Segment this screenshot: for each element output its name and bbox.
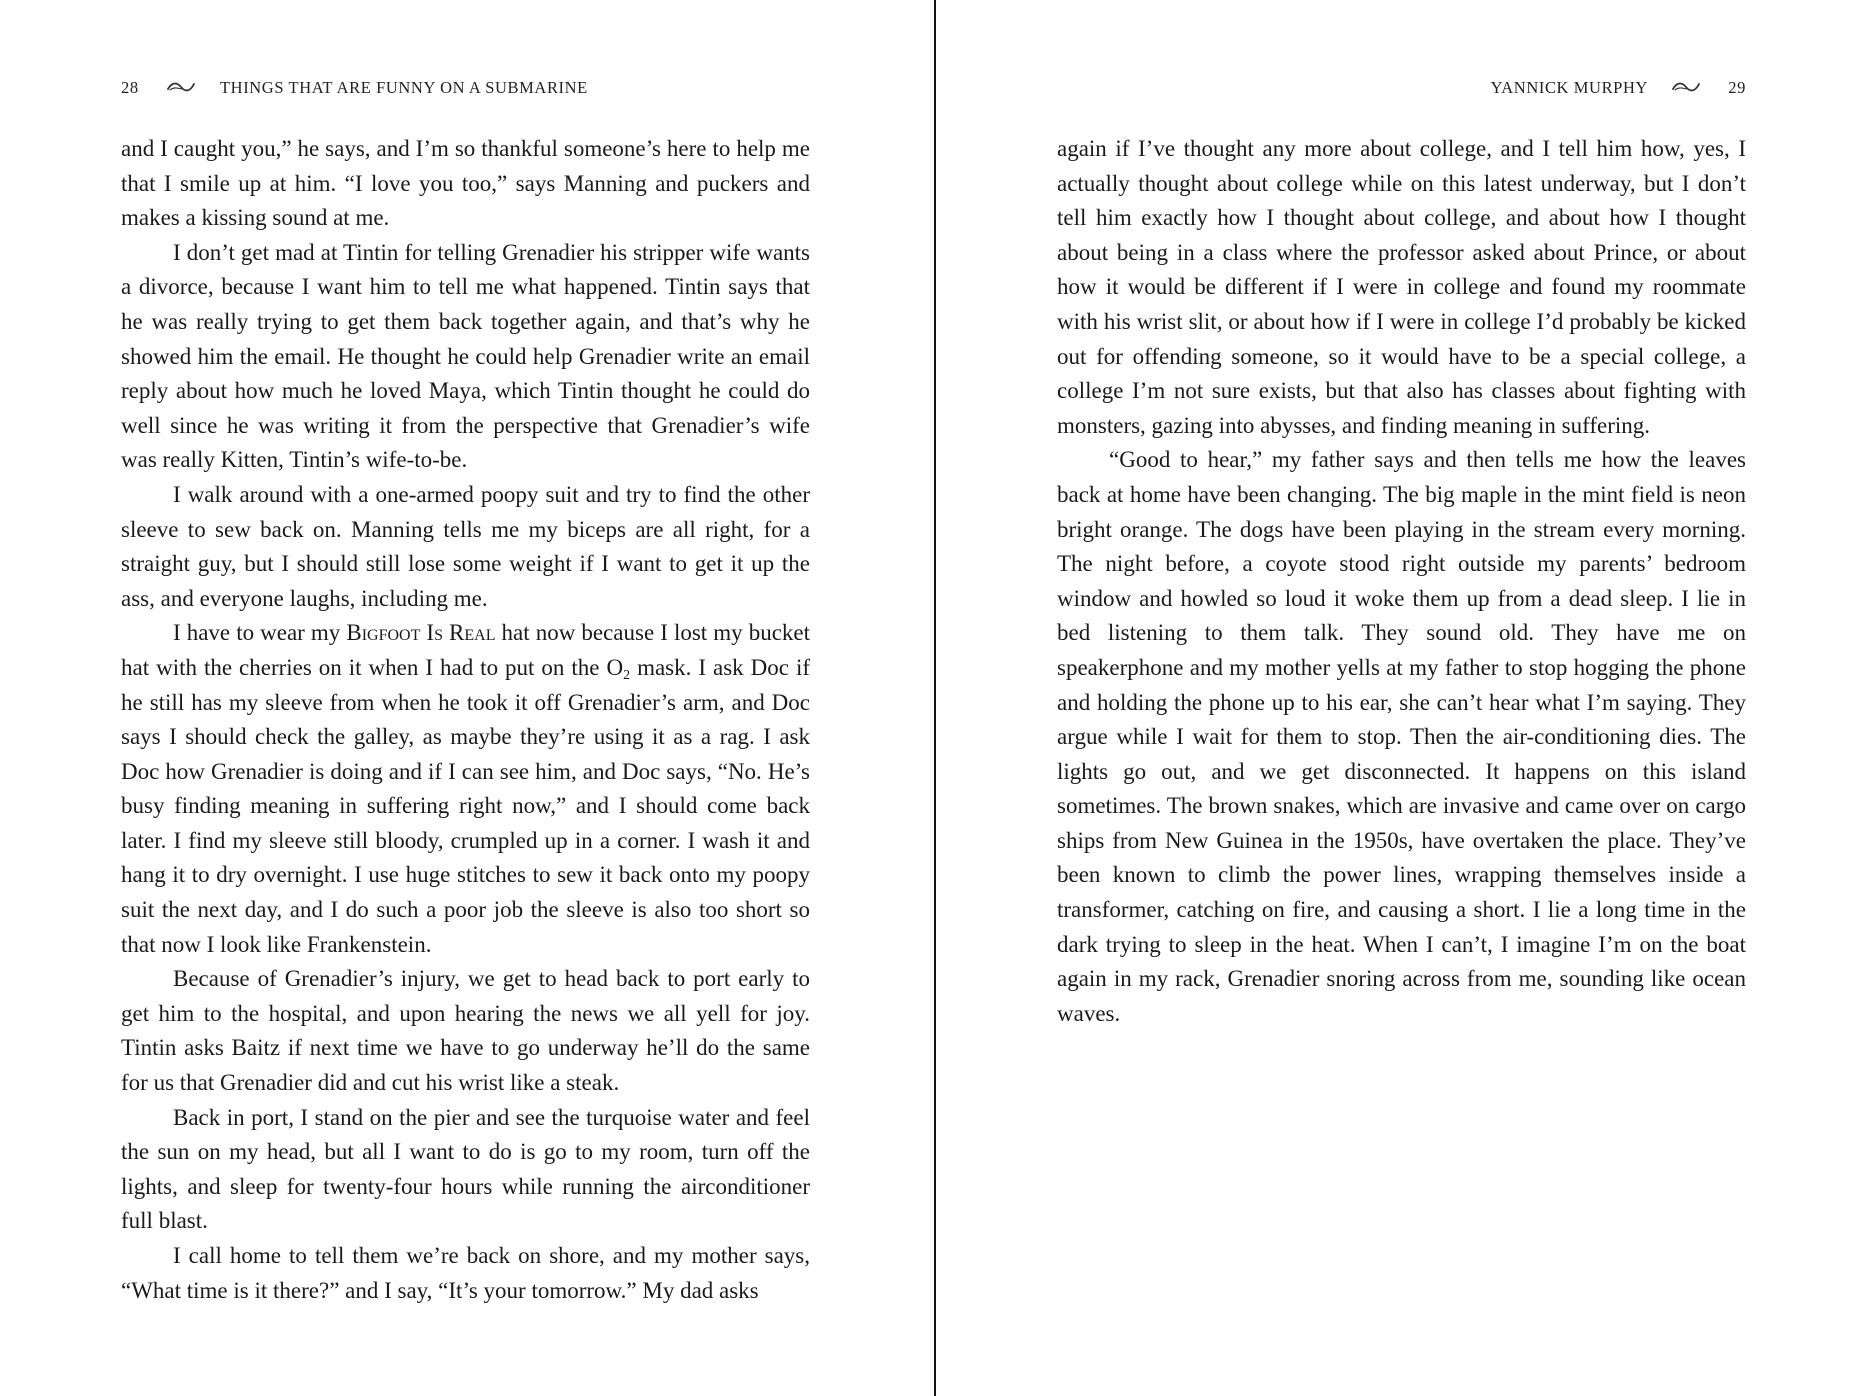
left-page-number: 28 <box>121 78 139 97</box>
left-page <box>121 0 810 1396</box>
gutter-divider <box>934 0 936 1396</box>
swash-ornament-icon <box>1672 80 1700 94</box>
right-page <box>1057 0 1746 1396</box>
swash-ornament-icon <box>167 80 195 94</box>
paragraph-text: mask. I ask Doc if he still has my sleeve from when he took it off Grenadier’s arm, and Doc says I should check the galley, as maybe they’re using it as a rag. I ask Doc how Grenadier is doing and if I can see him, and Doc says, “No. He’s busy finding meaning in suffering right now,” and I should come back later. I find my sleeve still bloody, crumpled up in a corner. I wash it and hang it to dry overnight. I use huge stitches to sew it back onto my poopy suit the next day, and I do such a poor job the sleeve is also too short so that now I look like Frankenstein. <box>121 654 810 957</box>
subscript-two: 2 <box>623 667 631 683</box>
paragraph: and I caught you,” he says, and I’m so thankful someone’s here to help me that I smile up at him. “I love you too,” says Manning and puckers and makes a kissing sound at me. <box>121 136 810 231</box>
paragraph: “Good to hear,” my father says and then tells me how the leaves back at home have been changing. The big maple in the mint field is neon bright orange. The dogs have been playing in the stream every morning. The night before, a coyote stood right outside my parents’ bedroom window and howled so loud it woke them up from a dead sleep. I lie in bed listening to them talk. They sound old. They have me on speakerphone and my mother yells at my father to stop hogging the phone and holding the phone up to his ear, she can’t hear what I’m saying. They argue while I wait for them to stop. Then the air-conditioning dies. The lights go out, and we get disconnected. It happens on this island sometimes. The brown snakes, which are invasive and came over on cargo ships from New Guinea in the 1950s, have overtaken the place. They’ve been known to climb the power lines, wrapping themselves inside a transformer, catching on fire, and causing a short. I lie a long time in the dark trying to sleep in the heat. When I can’t, I imagine I’m on the boat again in my rack, Grenadier snoring across from me, sounding like ocean waves. <box>1057 447 1746 1026</box>
paragraph: Back in port, I stand on the pier and see the turquoise water and feel the sun on my head, but all I want to do is go to my room, turn off the lights, and sleep for twenty-four hours while running the airconditioner full blast. <box>121 1104 810 1234</box>
right-running-title: YANNICK MURPHY <box>1490 78 1648 97</box>
paragraph-text: I have to wear my <box>173 620 347 646</box>
paragraph-with-hat-name <box>121 616 810 962</box>
paragraph: I call home to tell them we’re back on shore, and my mother says, “What time is it there?” and I say, “It’s your tomorrow.” My dad asks <box>121 1243 810 1303</box>
paragraph: I don’t get mad at Tintin for telling Grenadier his stripper wife wants a divorce, because I want him to tell me what happened. Tintin says that he was really trying to get them back together again, and that’s why he showed him the email. He thought he could help Grenadier write an email reply about how much he loved Maya, which Tintin thought he could do well since he was writing it from the perspective that Grenadier’s wife was really Kitten, Tintin’s wife-to-be. <box>121 239 810 473</box>
paragraph: again if I’ve thought any more about college, and I tell him how, yes, I actually thought about college while on this latest underway, but I don’t tell him exactly how I thought about college, and about how I thought about being in a class where the professor asked about Prince, or about how it would be different if I were in college and found my roommate with his wrist slit, or about how if I were in college I’d probably be kicked out for offending someone, so it would have to be a special college, a college I’m not sure exists, but that also has classes about fighting with monsters, gazing into abysses, and finding meaning in suffering. <box>1057 136 1746 438</box>
left-body-text <box>121 132 810 1308</box>
right-body-text <box>1057 132 1746 1031</box>
right-page-number: 29 <box>1728 78 1746 97</box>
paragraph: I walk around with a one-armed poopy suit and try to find the other sleeve to sew back on. Manning tells me my biceps are all right, for a straight guy, but I should still lose some weight if I want to get it up the ass, and everyone laughs, including me. <box>121 481 810 611</box>
paragraph: Because of Grenadier’s injury, we get to head back to port early to get him to the hospital, and upon hearing the news we all yell for joy. Tintin asks Baitz if next time we have to go underway he’ll do the same for us that Grenadier did and cut his wrist like a steak. <box>121 966 810 1096</box>
hat-name: Bigfoot Is Real <box>346 620 496 646</box>
left-running-title: THINGS THAT ARE FUNNY ON A SUBMARINE <box>220 78 588 97</box>
paragraph-text: hat now because I lost my bucket hat with the cherries on it when I had to put on the O <box>121 620 811 680</box>
left-running-head <box>121 78 810 100</box>
right-running-head <box>1057 78 1746 100</box>
